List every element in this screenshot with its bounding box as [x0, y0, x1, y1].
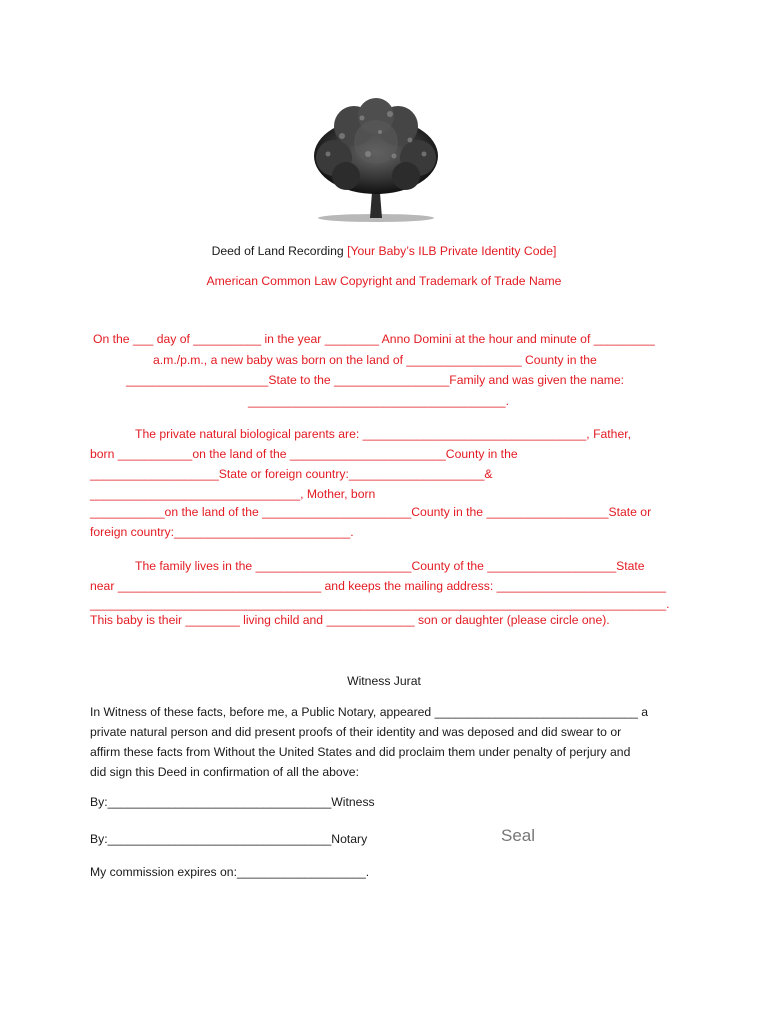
family-line: The family lives in the _______________________County of the ___________________State — [135, 559, 645, 573]
parents-line: _______________________________, Mother, born — [90, 487, 376, 501]
witness-signature-line: By:_________________________________Witness — [90, 795, 375, 809]
family-line: _____________________________________________________________________________________. — [90, 597, 670, 611]
jurat-line: affirm these facts from Without the United States and did proclaim them under penalty of perjury and — [90, 745, 631, 759]
parents-line: ___________________State or foreign country:____________________& — [90, 467, 493, 481]
jurat-heading: Witness Jurat — [347, 674, 421, 688]
title-main: Deed of Land Recording — [211, 244, 348, 258]
oak-tree-icon — [306, 96, 446, 224]
notary-signature-line: By:_________________________________Notary — [90, 832, 368, 846]
birth-record-line: _____________________State to the _________________Family and was given the name: — [126, 373, 625, 387]
jurat-line: did sign this Deed in confirmation of all the above: — [90, 765, 359, 779]
family-line: near ______________________________ and keeps the mailing address: _________________________ — [90, 579, 667, 593]
title-identity-code: [Your Baby’s ILB Private Identity Code] — [347, 244, 557, 258]
document-title — [0, 244, 768, 259]
family-line: This baby is their ________ living child and _____________ son or daughter (please circle one). — [90, 613, 610, 627]
parents-line: ___________on the land of the ______________________County in the __________________State or — [90, 505, 652, 519]
parents-line: born ___________on the land of the _______________________County in the — [90, 447, 518, 461]
birth-record-line: a.m./p.m., a new baby was born on the land of _________________ County in the — [153, 353, 597, 367]
birth-record-line: On the ___ day of __________ in the year ________ Anno Domini at the hour and minute of _________ — [93, 332, 655, 346]
parents-line: The private natural biological parents are: _________________________________, Father, — [135, 427, 632, 441]
document-subtitle: American Common Law Copyright and Trademark of Trade Name — [206, 274, 562, 288]
jurat-line: In Witness of these facts, before me, a Public Notary, appeared ______________________________ a — [90, 705, 649, 719]
commission-expiry-line: My commission expires on:___________________. — [90, 865, 370, 879]
birth-record-line: ______________________________________. — [248, 394, 509, 408]
parents-line: foreign country:__________________________. — [90, 525, 354, 539]
oak-tree-logo — [306, 96, 446, 224]
jurat-line: private natural person and did present proofs of their identity and was deposed and did swear to or — [90, 725, 622, 739]
seal-label: Seal — [501, 826, 536, 845]
